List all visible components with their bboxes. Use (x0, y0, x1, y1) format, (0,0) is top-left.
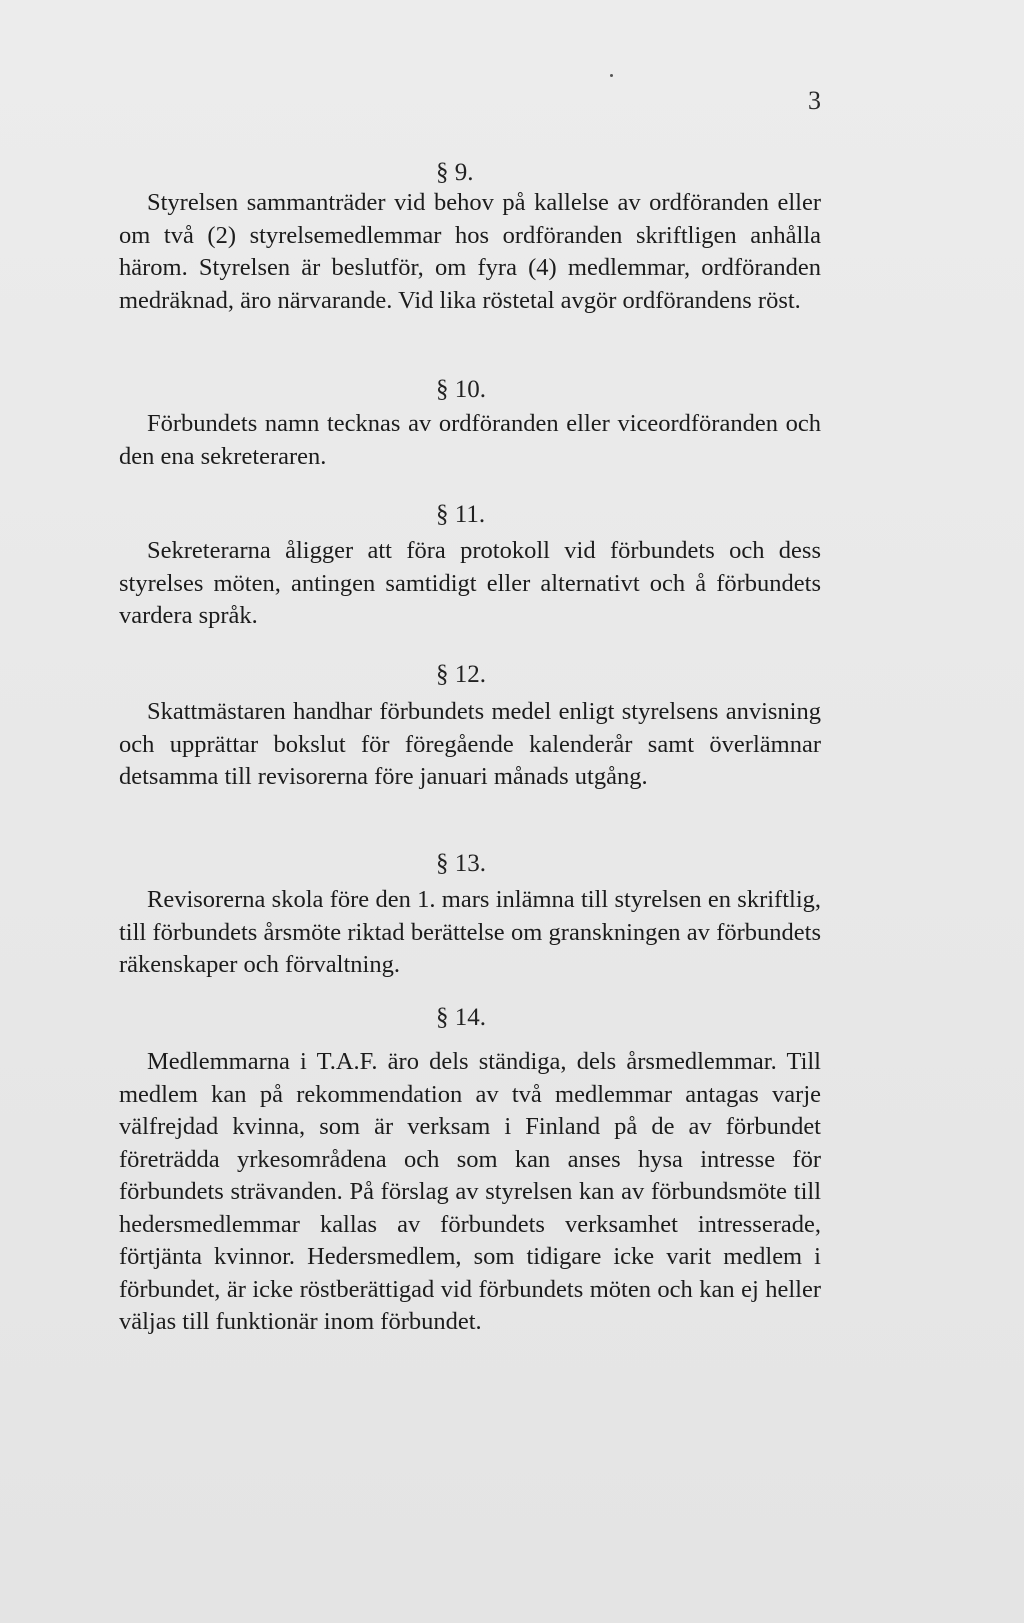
paragraph-text: Sekreterarna åligger att föra protokoll vid förbundets och dess styrelses möten, antingen samtidigt eller alternativt och å förbundets vardera språk. (119, 537, 821, 629)
section-13-paragraph (119, 884, 821, 982)
section-9-paragraph (119, 187, 821, 317)
page-number: 3 (808, 86, 821, 115)
section-heading-13: § 13. (436, 850, 486, 877)
paragraph-text: Medlemmarna i T.A.F. äro dels ständiga, dels årsmedlemmar. Till medlem kan på rekommendation av två medlemmar antagas varje välfrejdad kvinna, som är verksam i Finland på de av förbundet företrädda yrkesområdena och som kan anses hysa intresse för förbundets strävanden. På förslag av styrelsen kan av förbundsmöte till hedersmedlemmar kallas av förbundets verksamhet intresserade, förtjänta kvinnor. Hedersmedlem, som tidigare icke varit medlem i förbundet, är icke röstberättigad vid förbundets möten och kan ej heller väljas till funktionär inom förbundet. (119, 1048, 821, 1335)
print-speck (610, 74, 613, 77)
section-heading-12: § 12. (436, 661, 486, 688)
paragraph-text: Skattmästaren handhar förbundets medel enligt styrelsens anvisning och upprättar bokslut för föregående kalenderår samt överlämnar detsamma till revisorerna före januari månads utgång. (119, 698, 821, 790)
paragraph-text: Revisorerna skola före den 1. mars inlämna till styrelsen en skriftlig, till förbundets årsmöte riktad berättelse om granskningen av förbundets räkenskaper och förvaltning. (119, 886, 821, 978)
section-heading-11: § 11. (436, 501, 486, 528)
section-heading-9: § 9. (436, 159, 474, 186)
section-10-paragraph (119, 408, 821, 473)
section-11-paragraph (119, 535, 821, 633)
section-14-paragraph (119, 1046, 821, 1339)
paragraph-text: Förbundets namn tecknas av ordföranden eller viceordföranden och den ena sekreteraren. (119, 410, 821, 470)
section-heading-14: § 14. (436, 1004, 486, 1031)
section-12-paragraph (119, 696, 821, 794)
paragraph-text: Styrelsen sammanträder vid behov på kallelse av ordföranden eller om två (2) styrelsemedlemmar hos ordföranden skriftligen anhålla härom. Styrelsen är beslutför, om fyra (4) medlemmar, ordföranden medräknad, äro närvarande. Vid lika röstetal avgör ordförandens röst. (119, 189, 821, 314)
section-heading-10: § 10. (436, 376, 486, 403)
